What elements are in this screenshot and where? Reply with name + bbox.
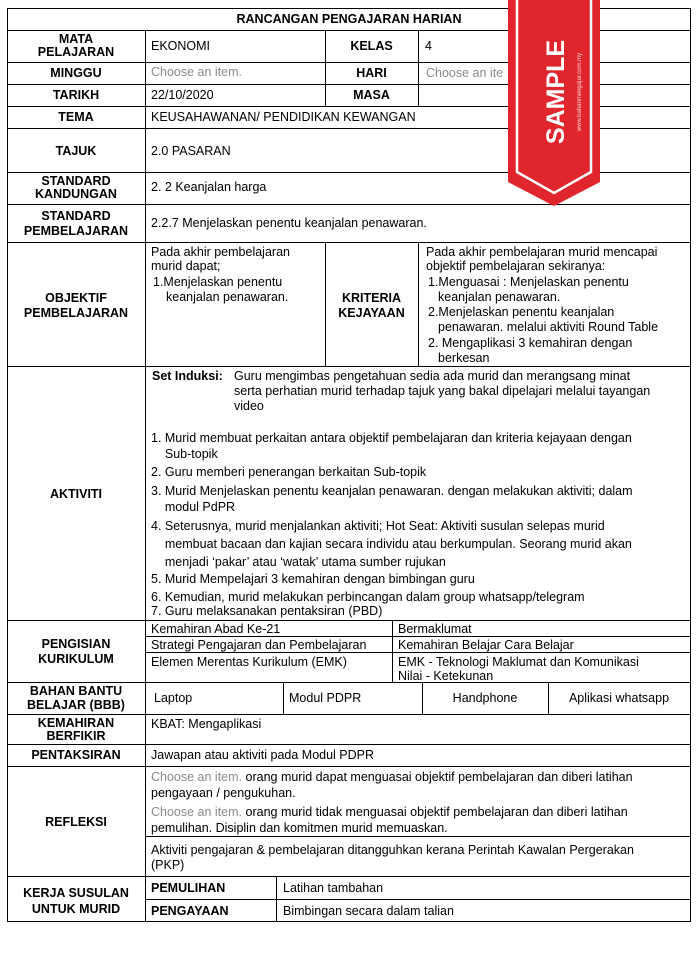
border-right	[690, 8, 691, 922]
bbb-item[interactable]: Aplikasi whatsapp	[568, 691, 670, 705]
pengisian-r1-left[interactable]: Kemahiran Abad Ke-21	[151, 622, 281, 636]
mata-pelajaran-value[interactable]: EKONOMI	[151, 39, 211, 53]
objektif-line: Pada akhir pembelajaran	[151, 245, 290, 259]
bbb-item[interactable]: Handphone	[452, 691, 518, 705]
aktiviti-item-line: 2. Guru memberi penerangan berkaitan Sub-topik	[151, 465, 427, 479]
label-kerja-2: UNTUK MURID	[31, 902, 121, 916]
kriteria-line: Pada akhir pembelajaran murid mencapai	[426, 245, 658, 259]
aktiviti-item-line: 7. Guru melaksanakan pentaksiran (PBD)	[151, 604, 383, 618]
kriteria-line: penawaran. melalui aktiviti Round Table	[438, 320, 659, 334]
refleksi-p2-line1[interactable]	[151, 805, 628, 820]
label-aktiviti: AKTIVITI	[49, 487, 103, 501]
label-pengisian: PENGISIAN	[41, 637, 111, 651]
kriteria-line: 2. Mengaplikasi 3 kemahiran dengan	[428, 336, 633, 350]
label-kelas: KELAS	[350, 39, 393, 53]
objektif-line: 1.Menjelaskan penentu	[153, 275, 283, 289]
label-column-divider	[145, 30, 146, 922]
label-tema: TEMA	[58, 110, 94, 124]
pengisian-r2-left[interactable]: Strategi Pengajaran dan Pembelajaran	[151, 638, 367, 652]
aktiviti-item-line: 5. Murid Mempelajari 3 kemahiran dengan bimbingan guru	[151, 572, 475, 586]
pengisian-r1-right[interactable]: Bermaklumat	[398, 622, 472, 636]
label-bbb-2: BELAJAR (BBB)	[27, 698, 125, 712]
label-kejayaan: KEJAYAAN	[338, 306, 405, 320]
aktiviti-item-line: modul PdPR	[151, 500, 236, 514]
set-induksi-line: serta perhatian murid terhadap tajuk yang bakal dipelajari melalui tayangan	[234, 384, 651, 398]
refleksi-p3-line2: (PKP)	[151, 858, 185, 872]
refleksi-count-select-1[interactable]: Choose an item.	[151, 770, 243, 784]
kriteria-line: 1.Menguasai : Menjelaskan penentu	[428, 275, 629, 289]
label-mata: MATA	[58, 32, 94, 46]
label-pelajaran: PELAJARAN	[37, 45, 115, 59]
label-standard-1: STANDARD	[41, 174, 111, 188]
label-pentaksiran: PENTAKSIRAN	[31, 748, 121, 762]
pengisian-r3-right-1[interactable]: EMK - Teknologi Maklumat dan Komunikasi	[398, 655, 639, 669]
page-title: RANCANGAN PENGAJARAN HARIAN	[236, 12, 462, 26]
tarikh-value[interactable]: 22/10/2020	[151, 88, 214, 102]
kemahiran-berfikir-value[interactable]: KBAT: Mengaplikasi	[151, 717, 262, 731]
hari-select[interactable]: Choose an ite	[426, 66, 504, 80]
pengisian-r3-right-2[interactable]: Nilai - Ketekunan	[398, 669, 494, 681]
minggu-select[interactable]: Choose an item.	[151, 65, 243, 79]
aktiviti-item-line: 1. Murid membuat perkaitan antara objektif pembelajaran dan kriteria kejayaan dengan	[151, 431, 632, 445]
objektif-line: murid dapat;	[151, 259, 221, 273]
refleksi-count-select-2[interactable]: Choose an item.	[151, 805, 243, 819]
bbb-item[interactable]: Laptop	[154, 691, 193, 705]
kelas-value[interactable]: 4	[425, 39, 432, 53]
label-tajuk: TAJUK	[55, 144, 97, 158]
pentaksiran-value[interactable]: Jawapan atau aktiviti pada Modul PDPR	[151, 748, 375, 762]
label-pembelajaran: PEMBELAJARAN	[23, 224, 129, 238]
label-kandungan: KANDUNGAN	[35, 187, 117, 201]
pengisian-r2-right[interactable]: Kemahiran Belajar Cara Belajar	[398, 638, 574, 652]
label-hari: HARI	[356, 66, 387, 80]
aktiviti-item-line: 6. Kemudian, murid melakukan perbincangan dalam group whatsapp/telegram	[151, 590, 585, 604]
label-minggu: MINGGU	[50, 66, 102, 80]
set-induksi-line: video	[234, 399, 264, 413]
tema-value[interactable]: KEUSAHAWANAN/ PENDIDIKAN KEWANGAN	[151, 110, 416, 124]
kriteria-line: objektif pembelajaran sekiranya:	[426, 259, 606, 273]
kriteria-divider-right	[418, 242, 419, 366]
refleksi-p2-rest: orang murid tidak menguasai objektif pembelajaran dan diberi latihan	[242, 805, 628, 819]
kriteria-line: berkesan	[438, 351, 490, 365]
pemulihan-value[interactable]: Latihan tambahan	[283, 881, 384, 895]
pengisian-divider	[392, 620, 393, 682]
aktiviti-item-line: membuat bacaan dan kajian secara individu atau berkumpulan. Seorang murid akan	[151, 537, 632, 551]
refleksi-p3-line1[interactable]: Aktiviti pengajaran & pembelajaran ditangguhkan kerana Perintah Kawalan Pergerakan	[151, 843, 634, 857]
set-induksi-line: Guru mengimbas pengetahuan sedia ada murid dan merangsang minat	[234, 369, 631, 383]
aktiviti-item-line: 4. Seterusnya, murid menjalankan aktiviti; Hot Seat: Aktiviti susulan selepas murid	[151, 519, 605, 533]
label-bbb-1: BAHAN BANTU	[29, 684, 123, 698]
label-pengayaan: PENGAYAAN	[151, 904, 229, 918]
aktiviti-item-line: Sub-topik	[151, 447, 218, 461]
label-kriteria: KRITERIA	[341, 291, 402, 305]
kriteria-line: keanjalan penawaran.	[438, 290, 561, 304]
refleksi-p1-line1[interactable]	[151, 770, 633, 785]
label-objektif: OBJEKTIF	[45, 291, 107, 305]
sample-watermark-text: SAMPLE	[542, 39, 570, 145]
label-objektif-pembelajaran: PEMBELAJARAN	[23, 306, 129, 320]
refleksi-p1-line2: pengayaan / pengukuhan.	[151, 786, 296, 800]
kelas-divider-right	[418, 30, 419, 106]
aktiviti-item-line: 3. Murid Menjelaskan penentu keanjalan penawaran. dengan melakukan aktiviti; dalam	[151, 484, 633, 498]
aktiviti-item-line: menjadi ‘pakar’ atau ‘watak’ utama sumber rujukan	[151, 555, 446, 569]
bbb-item[interactable]: Modul PDPR	[289, 691, 362, 705]
label-masa: MASA	[353, 88, 390, 102]
standard-kandungan-value[interactable]: 2. 2 Keanjalan harga	[151, 180, 267, 194]
set-induksi-label: Set Induksi:	[152, 369, 223, 383]
kriteria-line: 2.Menjelaskan penentu keanjalan	[428, 305, 615, 319]
pengayaan-value[interactable]: Bimbingan secara dalam talian	[283, 904, 454, 918]
label-tarikh: TARIKH	[52, 88, 100, 102]
label-pemulihan: PEMULIHAN	[151, 881, 226, 895]
label-kerja-1: KERJA SUSULAN	[23, 886, 129, 900]
objektif-line: keanjalan penawaran.	[166, 290, 289, 304]
tajuk-value[interactable]: 2.0 PASARAN	[151, 144, 231, 158]
standard-pembelajaran-value[interactable]: 2.2.7 Menjelaskan penentu keanjalan penawaran.	[151, 216, 427, 230]
sample-watermark-ribbon	[508, 0, 600, 208]
label-kemahiran: KEMAHIRAN	[37, 716, 115, 730]
label-berfikir: BERFIKIR	[46, 729, 106, 743]
label-standard-2: STANDARD	[41, 209, 111, 223]
pengisian-r3-left[interactable]: Elemen Merentas Kurikulum (EMK)	[151, 655, 347, 669]
label-kurikulum: KURIKULUM	[38, 652, 114, 666]
refleksi-p1-rest: orang murid dapat menguasai objektif pembelajaran dan diberi latihan	[242, 770, 633, 784]
label-refleksi: REFLEKSI	[45, 815, 107, 829]
refleksi-p2-line2: pemulihan. Disiplin dan komitmen murid memuaskan.	[151, 821, 448, 835]
sample-watermark-url: www.bahanmengajar.com.my	[577, 52, 583, 132]
